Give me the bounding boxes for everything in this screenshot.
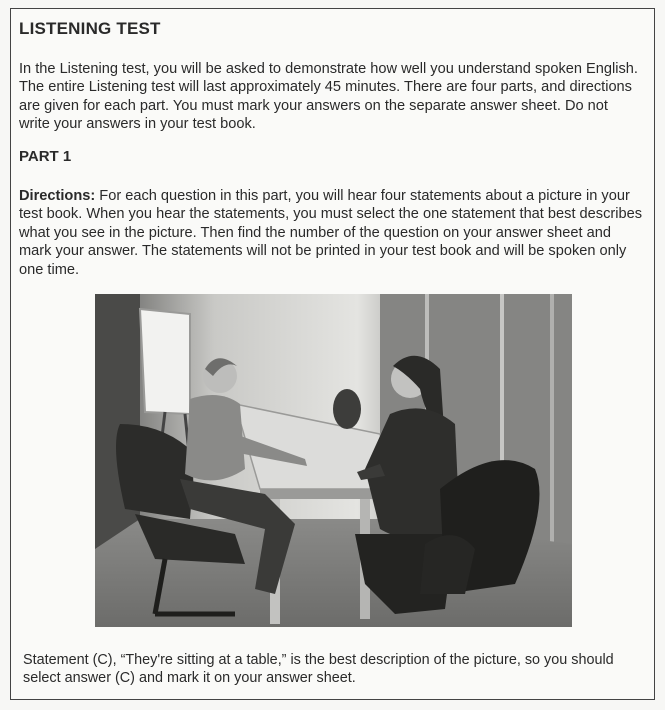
photo-illustration xyxy=(95,294,572,627)
directions-text: For each question in this part, you will hear four statements about a picture in your test book. When you hear the statements, you must select the one statement that best describes what you see in the picture. Then find the number of the question on your answer sheet and mark your answer. The statements will not be printed in your test book and will be spoken only one time. xyxy=(19,188,643,278)
section-heading: LISTENING TEST xyxy=(19,19,161,38)
part-title: PART 1 xyxy=(19,148,72,165)
example-photo xyxy=(95,294,572,627)
directions-label: Directions: xyxy=(19,188,96,204)
caption-paragraph: Statement (C), “They're sitting at a table,” is the best description of the picture, so you should select answer (C) and mark it on your answer sheet. xyxy=(23,652,614,687)
intro-paragraph: In the Listening test, you will be asked to demonstrate how well you understand spoken English. The entire Listening test will last approximately 45 minutes. There are four parts, and directions are given for each part. You must mark your answers on the separate answer sheet. Do not write your answers in your test book. xyxy=(19,61,638,133)
directions-paragraph xyxy=(19,187,643,279)
